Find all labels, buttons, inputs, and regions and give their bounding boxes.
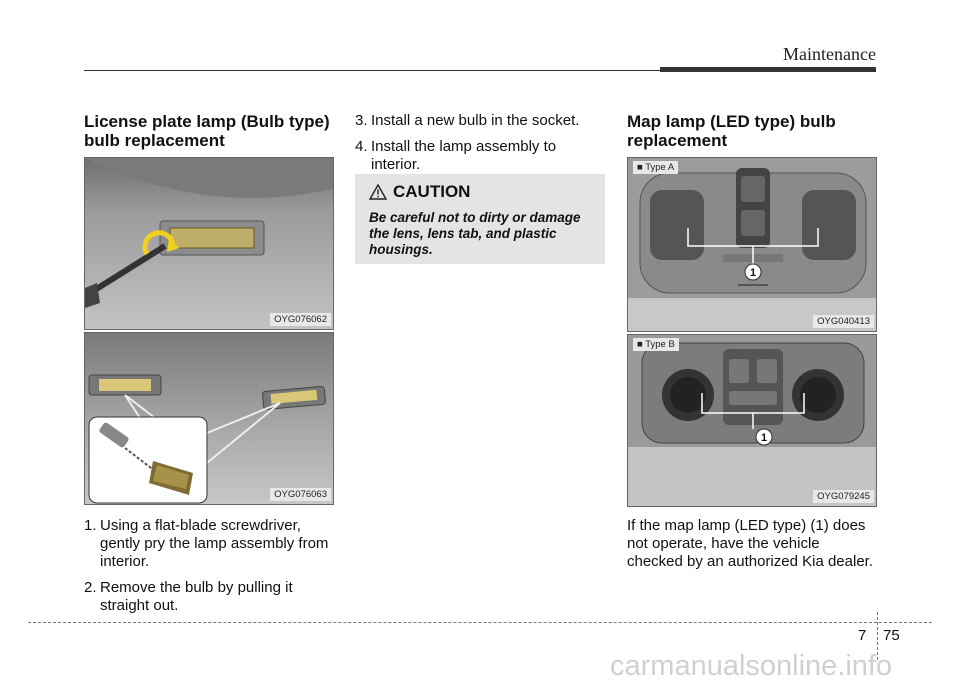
- license-lamp-title: [84, 112, 334, 150]
- license-lamp-steps: [84, 517, 334, 623]
- list-text: Install the lamp assembly to interior.: [371, 138, 557, 173]
- list-num: 1.: [84, 517, 97, 534]
- list-item: [355, 138, 605, 174]
- license-lamp-title-line2: bulb replacement: [84, 131, 225, 150]
- callout-number: 1: [760, 432, 768, 444]
- header-rule-accent: [660, 67, 876, 72]
- footer-rule: [28, 622, 932, 623]
- header-rule: [84, 70, 660, 71]
- callout-number: 1: [749, 267, 757, 279]
- photo-code: OYG076063: [270, 488, 331, 501]
- map-lamp-photo-type-b: [627, 334, 877, 507]
- list-text: Using a flat-blade screwdriver, gently pry the lamp assembly from interior.: [100, 517, 329, 570]
- caution-label: CAUTION: [393, 182, 471, 201]
- map-lamp-photo-type-a: [627, 157, 877, 332]
- license-lamp-title-line1: License plate lamp (Bulb type): [84, 112, 330, 131]
- photo-code: OYG040413: [813, 315, 874, 328]
- list-num: 4.: [355, 138, 368, 155]
- list-item: [355, 112, 605, 130]
- list-num: 3.: [355, 112, 368, 129]
- license-lamp-photo-bulb: [84, 332, 334, 505]
- watermark: carmanualsonline.info: [610, 650, 893, 682]
- list-num: 2.: [84, 579, 97, 596]
- caution-box: [355, 174, 605, 264]
- type-label: ■ Type A: [633, 161, 678, 174]
- list-item: [84, 517, 334, 571]
- install-steps: [355, 112, 605, 182]
- caution-header: [369, 182, 470, 202]
- caution-text: Be careful not to dirty or damage the lens, lens tab, and plastic housings.: [369, 210, 581, 257]
- header-section-title: Maintenance: [783, 44, 876, 64]
- photo-code: OYG079245: [813, 490, 874, 503]
- warning-triangle-icon: [369, 184, 387, 200]
- list-text: Remove the bulb by pulling it straight out.: [100, 579, 293, 614]
- map-lamp-body: If the map lamp (LED type) (1) does not operate, have the vehicle checked by an authorized Kia dealer.: [627, 517, 873, 570]
- page-chapter: 7: [858, 627, 867, 644]
- map-lamp-title-line2: replacement: [627, 131, 728, 150]
- list-item: [84, 579, 334, 615]
- license-lamp-photo-removal: [84, 157, 334, 330]
- page-number: 75: [883, 627, 900, 644]
- photo-code: OYG076062: [270, 313, 331, 326]
- map-lamp-title-line1: Map lamp (LED type) bulb: [627, 112, 836, 131]
- type-label: ■ Type B: [633, 338, 679, 351]
- map-lamp-title: [627, 112, 877, 150]
- list-text: Install a new bulb in the socket.: [371, 112, 580, 129]
